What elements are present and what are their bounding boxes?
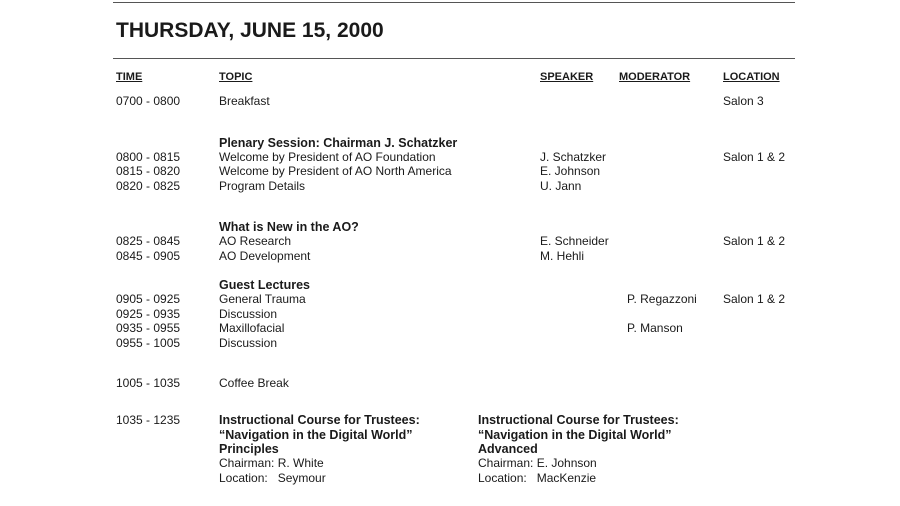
header-location: LOCATION [723, 71, 780, 83]
topic: Discussion [219, 307, 278, 321]
location: Salon 3 [723, 94, 764, 108]
topic: General Trauma [219, 292, 306, 306]
topic: Welcome by President of AO North America [219, 164, 452, 178]
time: 0845 - 0905 [116, 249, 181, 263]
speaker: E. Schneider [540, 234, 609, 248]
course-title: Instructional Course for Trustees: [219, 413, 420, 427]
speaker: M. Hehli [540, 249, 585, 263]
time: 0800 - 0815 [116, 150, 181, 164]
course-chairman: Chairman: R. White [219, 456, 324, 470]
header-topic: TOPIC [219, 71, 253, 83]
section-heading: Guest Lectures [219, 278, 311, 292]
topic: Program Details [219, 179, 306, 193]
time: 0820 - 0825 [116, 179, 181, 193]
topic: Coffee Break [219, 376, 289, 390]
time: 0700 - 0800 [116, 94, 181, 108]
speaker: U. Jann [540, 179, 582, 193]
location: Salon 1 & 2 [723, 292, 786, 306]
time: 0815 - 0820 [116, 164, 181, 178]
top-rule [113, 2, 795, 3]
moderator: P. Regazzoni [627, 292, 697, 306]
header-time: TIME [116, 71, 143, 83]
time: 0925 - 0935 [116, 307, 181, 321]
time: 0935 - 0955 [116, 321, 181, 335]
course-title: Instructional Course for Trustees: [478, 413, 679, 427]
header-speaker: SPEAKER [540, 71, 594, 83]
time: 1005 - 1035 [116, 376, 181, 390]
time: 1035 - 1235 [116, 413, 181, 427]
topic: Discussion [219, 336, 278, 350]
course-subtitle: “Navigation in the Digital World” [478, 428, 672, 442]
speaker: J. Schatzker [540, 150, 607, 164]
location: Salon 1 & 2 [723, 150, 786, 164]
header-moderator: MODERATOR [619, 71, 691, 83]
moderator: P. Manson [627, 321, 683, 335]
course-subtitle: “Navigation in the Digital World” [219, 428, 413, 442]
section-heading: What is New in the AO? [219, 220, 359, 234]
course-location: Location: Seymour [219, 471, 326, 485]
location: Salon 1 & 2 [723, 234, 786, 248]
course-level: Principles [219, 442, 279, 456]
topic: Welcome by President of AO Foundation [219, 150, 436, 164]
topic: Maxillofacial [219, 321, 285, 335]
course-level: Advanced [478, 442, 538, 456]
topic: AO Development [219, 249, 311, 263]
section-heading: Plenary Session: Chairman J. Schatzker [219, 136, 458, 150]
title-rule [113, 58, 795, 59]
time: 0955 - 1005 [116, 336, 181, 350]
speaker: E. Johnson [540, 164, 601, 178]
course-chairman: Chairman: E. Johnson [478, 456, 597, 470]
page-title: THURSDAY, JUNE 15, 2000 [116, 19, 384, 42]
topic: Breakfast [219, 94, 270, 108]
topic: AO Research [219, 234, 292, 248]
course-location: Location: MacKenzie [478, 471, 597, 485]
time: 0905 - 0925 [116, 292, 181, 306]
time: 0825 - 0845 [116, 234, 181, 248]
